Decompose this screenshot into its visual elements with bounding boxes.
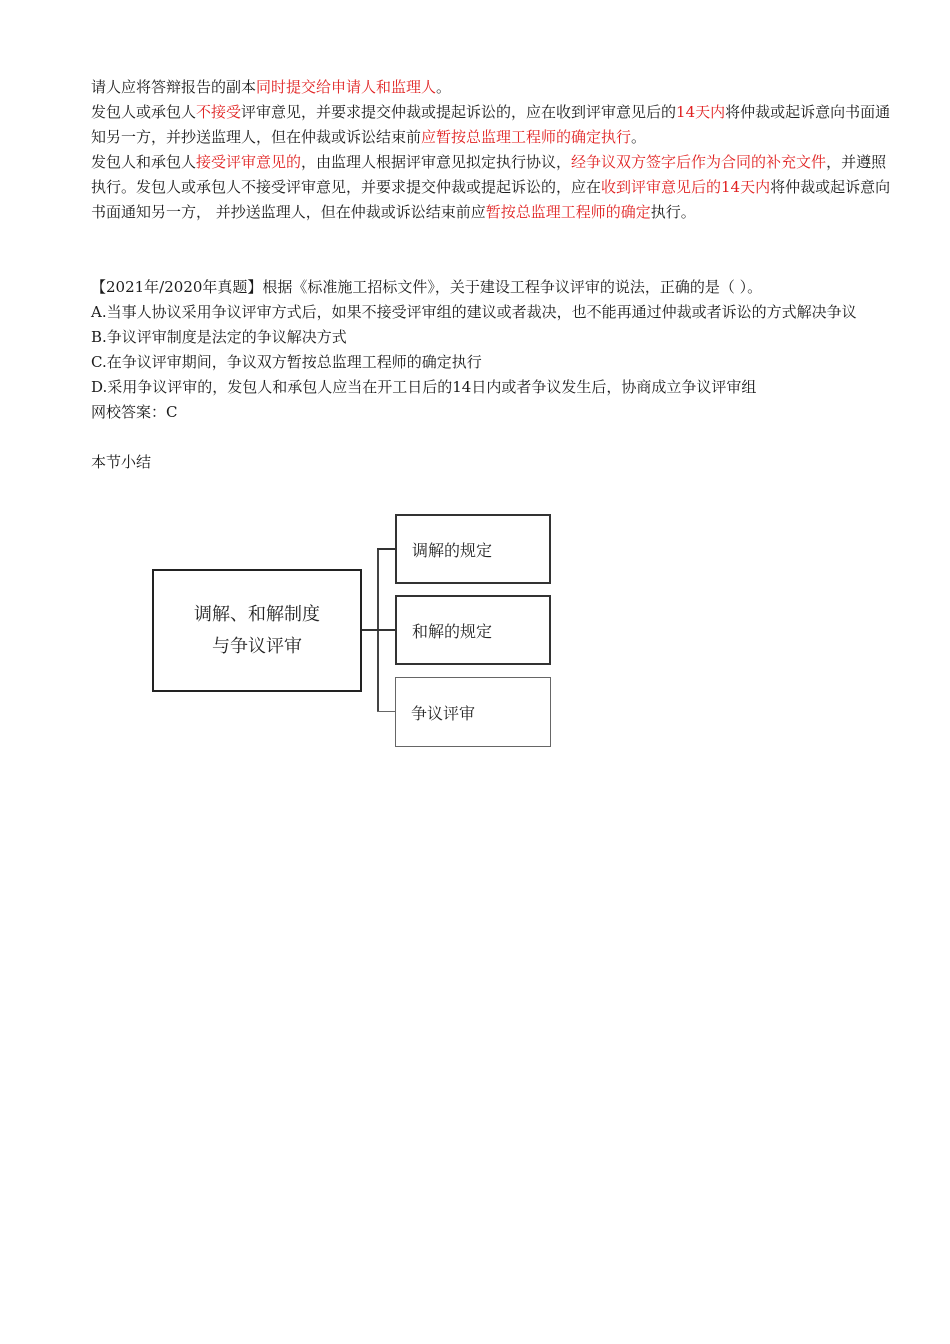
main-box-line1: 调解、和解制度 [194,603,320,625]
connector-horizontal-main [362,629,379,631]
option-a: A.当事人协议采用争议评审方式后，如果不接受评审组的建议或者裁决，也不能再通过仲裁或者诉讼的方式解决争议 [91,303,857,321]
branch-box-mediation [395,514,551,584]
connector-branch-1 [377,548,395,550]
branch-box-dispute-review [395,677,551,747]
branch-box-settlement [395,595,551,665]
answer: 网校答案：C [91,403,178,421]
branch-label-settlement: 和解的规定 [412,621,493,641]
connector-branch-2 [377,629,395,631]
paragraph-accept: 发包人和承包人接受评审意见的，由监理人根据评审意见拟定执行协议，经争议双方签字后作为合同的补充文件，并遵照执行。发包人或承包人不接受评审意见，并要求提交仲裁或提起诉讼的，应在收到评审意见后的14天内将仲裁或起诉意向书面通知另一方， 并抄送监理人，但在仲裁或诉讼结束前应暂按总监理工程师的确定执行。 [91,153,891,221]
question-stem: 【2021年/2020年真题】根据《标准施工招标文件》，关于建设工程争议评审的说法，正确的是（ ）。 [91,278,763,296]
exam-question [91,275,891,475]
paragraph-not-accept: 发包人或承包人不接受评审意见，并要求提交仲裁或提起诉讼的，应在收到评审意见后的14天内将仲裁或起诉意向书面通知另一方，并抄送监理人，但在仲裁或诉讼结束前应暂按总监理工程师的确定执行。 [91,103,891,146]
branch-label-mediation: 调解的规定 [412,540,493,560]
option-b: B.争议评审制度是法定的争议解决方式 [91,328,347,346]
section-explanation [91,75,891,225]
branch-label-dispute-review: 争议评审 [411,703,476,723]
diagram-main-box [152,569,362,692]
option-c: C.在争议评审期间，争议双方暂按总监理工程师的确定执行 [91,353,482,371]
connector-vertical [377,548,379,712]
summary-title: 本节小结 [91,453,152,471]
connector-branch-3 [377,711,395,712]
option-d: D.采用争议评审的，发包人和承包人应当在开工日后的14日内或者争议发生后，协商成立争议评审组 [91,378,757,396]
main-box-line2: 与争议评审 [212,635,302,657]
paragraph-reply-copy: 请人应将答辩报告的副本同时提交给申请人和监理人。 [91,78,452,96]
